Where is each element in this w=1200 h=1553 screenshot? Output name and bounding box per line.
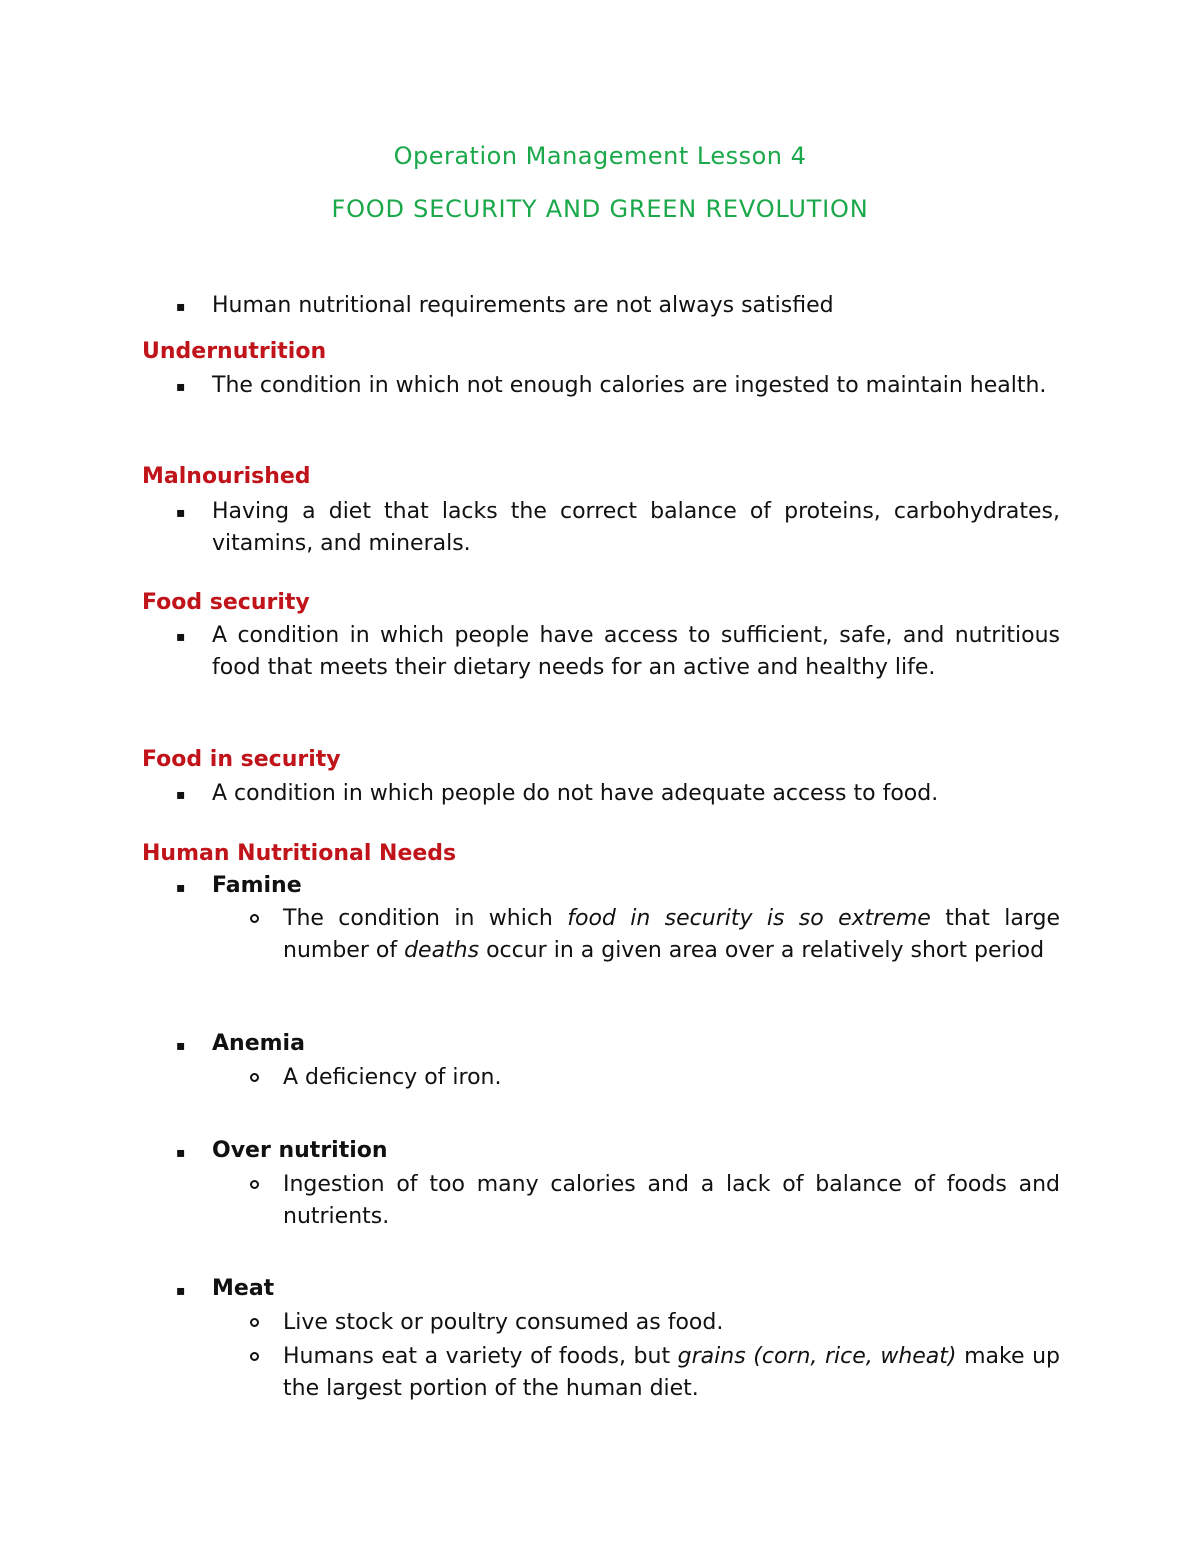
circle-bullet-icon bbox=[250, 1180, 259, 1189]
square-bullet-icon: ▪ bbox=[176, 299, 186, 315]
term-anemia: Anemia bbox=[212, 1031, 305, 1056]
heading-malnourished: Malnourished bbox=[142, 464, 311, 489]
circle-bullet-icon bbox=[250, 1073, 259, 1082]
intro-text: Human nutritional requirements are not always satisfied bbox=[212, 293, 834, 318]
square-bullet-icon: ▪ bbox=[176, 787, 186, 803]
over-nutrition-text: Ingestion of too many calories and a lack of balance of foods and nutrients. bbox=[283, 1172, 1060, 1229]
undernutrition-text: The condition in which not enough calories are ingested to maintain health. bbox=[212, 373, 1047, 398]
meat-text-2 bbox=[283, 1341, 1060, 1405]
document-title: Operation Management Lesson 4 bbox=[393, 142, 807, 170]
square-bullet-icon: ▪ bbox=[176, 1038, 186, 1054]
meat-text-part: make up the largest portion of the human diet. bbox=[283, 1344, 1060, 1401]
famine-text-part: The condition in which bbox=[283, 906, 568, 931]
meat-text-1: Live stock or poultry consumed as food. bbox=[283, 1310, 724, 1335]
square-bullet-icon: ▪ bbox=[176, 629, 186, 645]
meat-emphasis-grains: grains (corn, rice, wheat) bbox=[677, 1344, 957, 1369]
document-subtitle: FOOD SECURITY AND GREEN REVOLUTION bbox=[331, 195, 869, 223]
famine-emphasis-deaths: deaths bbox=[404, 938, 480, 963]
food-security-text: A condition in which people have access to sufficient, safe, and nutritious food that meets their dietary needs for an active and healthy life. bbox=[212, 623, 1060, 680]
square-bullet-icon: ▪ bbox=[176, 880, 186, 896]
square-bullet-icon: ▪ bbox=[176, 1145, 186, 1161]
circle-bullet-icon bbox=[250, 914, 259, 923]
famine-text-part: that large number of bbox=[283, 906, 1060, 963]
square-bullet-icon: ▪ bbox=[176, 379, 186, 395]
term-meat: Meat bbox=[212, 1276, 275, 1301]
meat-text-part: Humans eat a variety of foods, but bbox=[283, 1344, 678, 1369]
famine-text bbox=[283, 903, 1060, 967]
malnourished-text: Having a diet that lacks the correct balance of proteins, carbohydrates, vitamins, and minerals. bbox=[212, 499, 1060, 556]
famine-emphasis-extreme: food in security is so extreme bbox=[567, 906, 931, 931]
square-bullet-icon: ▪ bbox=[176, 505, 186, 521]
heading-food-security: Food security bbox=[142, 590, 310, 615]
heading-food-insecurity: Food in security bbox=[142, 747, 341, 772]
circle-bullet-icon bbox=[250, 1318, 259, 1327]
heading-human-nutritional-needs: Human Nutritional Needs bbox=[142, 841, 457, 866]
term-over-nutrition: Over nutrition bbox=[212, 1138, 388, 1163]
famine-text-part: occur in a given area over a relatively short period bbox=[479, 938, 1045, 963]
heading-undernutrition: Undernutrition bbox=[142, 339, 327, 364]
food-insecurity-text: A condition in which people do not have adequate access to food. bbox=[212, 781, 939, 806]
square-bullet-icon: ▪ bbox=[176, 1283, 186, 1299]
anemia-text: A deficiency of iron. bbox=[283, 1065, 502, 1090]
term-famine: Famine bbox=[212, 873, 302, 898]
circle-bullet-icon bbox=[250, 1352, 259, 1361]
